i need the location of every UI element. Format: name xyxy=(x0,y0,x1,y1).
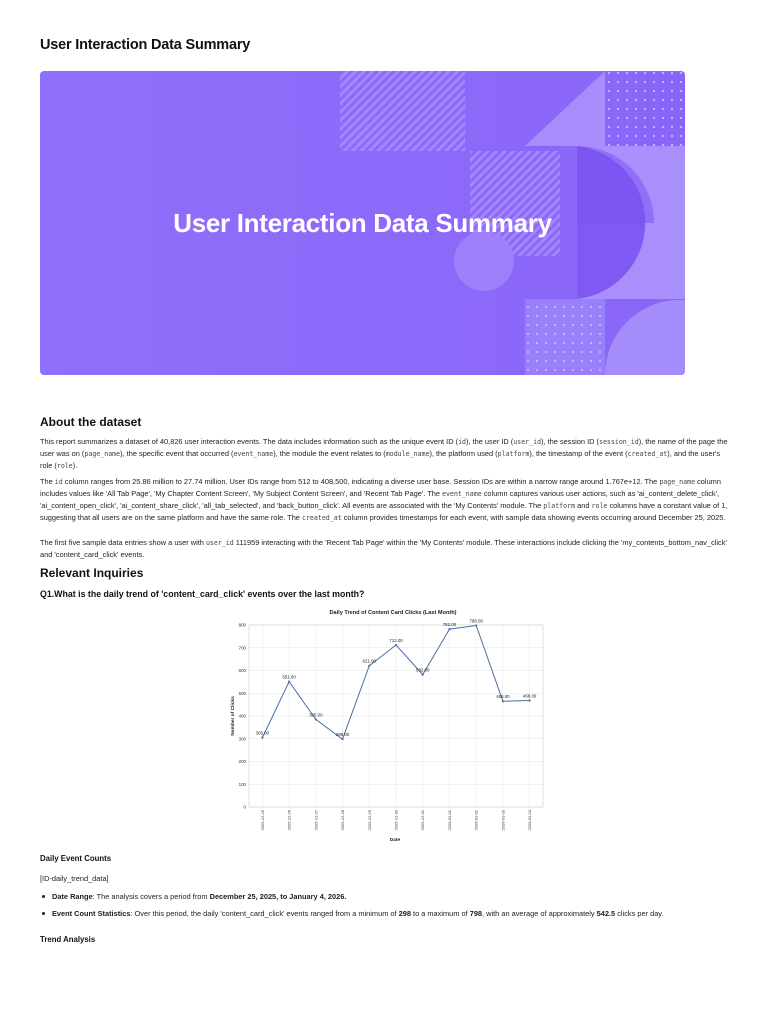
data-point xyxy=(341,738,343,740)
question-1: Q1.What is the daily trend of 'content_card_click' events over the last month? xyxy=(40,589,365,599)
data-label: 582.00 xyxy=(416,667,430,673)
daily-counts-heading: Daily Event Counts xyxy=(40,854,112,863)
data-point xyxy=(475,624,477,626)
trend-analysis-heading: Trend Analysis xyxy=(40,935,96,944)
y-tick-label: 800 xyxy=(238,622,246,628)
list-item: Date Range: The analysis covers a period from December 25, 2025, to January 4, 2026. xyxy=(40,891,740,902)
y-tick-label: 700 xyxy=(238,645,246,651)
data-point xyxy=(288,681,290,683)
x-tick-label: 2026-01-01 xyxy=(446,810,452,831)
x-tick-label: 2025-12-28 xyxy=(340,810,346,831)
gridlines xyxy=(249,625,543,807)
page-title: User Interaction Data Summary xyxy=(40,37,251,53)
banner-title: User Interaction Data Summary xyxy=(173,208,552,238)
y-tick-label: 200 xyxy=(238,759,246,765)
data-point xyxy=(422,673,424,675)
y-tick-label: 300 xyxy=(238,736,246,742)
data-point xyxy=(261,737,263,739)
about-paragraph-2: The id column ranges from 25.86 million to 27.74 million. User IDs range from 512 to 408,500, indicating a diverse user base. Session IDs are within a narrow range around 1.767e+12. The page_name column includes values like 'All Tab Page', 'My Chapter Content Screen', 'My Subject Content Screen', and 'Recent Tab Page'. The event_name column captures various user actions, such as 'ai_content_delete_click', 'ai_content_open_click', 'ai_content_share_click', 'all_tab_selected', and 'back_button_click'. All events are associated with the 'My Contents' module. The platform and role columns have a constant value of 1, suggesting that all users are on the same platform and have the same role. The created_at column provides timestamps for each event, with sample data showing events occurring around December 25, 2025. xyxy=(40,477,728,522)
data-label: 298.00 xyxy=(335,732,350,738)
data-label: 305.00 xyxy=(255,730,270,736)
data-label: 712.00 xyxy=(389,638,403,644)
x-tick-label: 2026-01-04 xyxy=(527,810,533,831)
x-tick-label: 2025-12-25 xyxy=(259,810,265,831)
y-axis-label: Number of Clicks xyxy=(231,696,236,736)
chart-title: Daily Trend of Content Card Clicks (Last Month) xyxy=(329,610,457,616)
y-tick-label: 500 xyxy=(238,690,246,696)
data-label: 385.00 xyxy=(309,712,323,718)
y-tick-label: 400 xyxy=(238,713,246,719)
daily-trend-chart xyxy=(225,604,550,844)
x-tick-label: 2025-12-31 xyxy=(420,810,426,831)
data-point xyxy=(315,718,317,720)
y-axis-ticks xyxy=(239,623,247,810)
x-tick-label: 2025-12-26 xyxy=(286,810,292,831)
about-paragraph-3: The first five sample data entries show a user with user_id 111959 interacting with the 'Recent Tab Page' within the 'My Contents' module. These interactions include clicking the 'my_contents_bottom_nav_click' and 'content_card_click' events. xyxy=(40,538,727,559)
x-tick-label: 2025-12-27 xyxy=(313,810,319,831)
about-paragraph-1: This report summarizes a dataset of 40,826 user interaction events. The data includes information such as the unique event ID (id), the user ID (user_id), the session ID (session_id), the name of the page the user was on (page_name), the specific event that occurred (event_name), the module the event relates to (module_name), the platform used (platform), the timestamp of the event (created_at), and the user's role (role). xyxy=(40,437,728,470)
x-tick-label: 2026-01-02 xyxy=(473,810,479,831)
x-tick-label: 2025-12-29 xyxy=(366,810,372,831)
data-point xyxy=(395,644,397,646)
y-tick-label: 100 xyxy=(238,781,246,787)
data-label: 621.00 xyxy=(362,658,376,664)
data-reference: [ID-daily_trend_data] xyxy=(40,874,109,883)
daily-stats-list xyxy=(40,891,740,925)
hero-banner xyxy=(40,71,685,375)
x-tick-label: 2025-12-30 xyxy=(393,810,399,831)
data-label: 782.00 xyxy=(442,622,457,628)
data-point xyxy=(368,665,370,667)
y-tick-label: 600 xyxy=(238,668,246,674)
about-heading: About the dataset xyxy=(40,415,142,429)
inquiries-heading: Relevant Inquiries xyxy=(40,566,144,580)
data-label: 551.00 xyxy=(282,674,296,680)
data-label: 465.00 xyxy=(496,694,510,700)
data-label: 798.00 xyxy=(469,618,483,624)
data-point xyxy=(529,699,531,701)
data-point xyxy=(448,628,450,630)
data-point xyxy=(502,700,504,702)
x-axis-ticks xyxy=(260,809,532,830)
y-tick-label: 0 xyxy=(243,804,246,810)
list-item: Event Count Statistics: Over this period, the daily 'content_card_click' events ranged from a minimum of 298 to a maximum of 798, with an average of approximately 542.5 clicks per day. xyxy=(40,908,740,919)
x-tick-label: 2026-01-03 xyxy=(500,810,506,831)
x-axis-label: Date xyxy=(389,838,401,843)
data-label: 468.00 xyxy=(522,693,537,699)
